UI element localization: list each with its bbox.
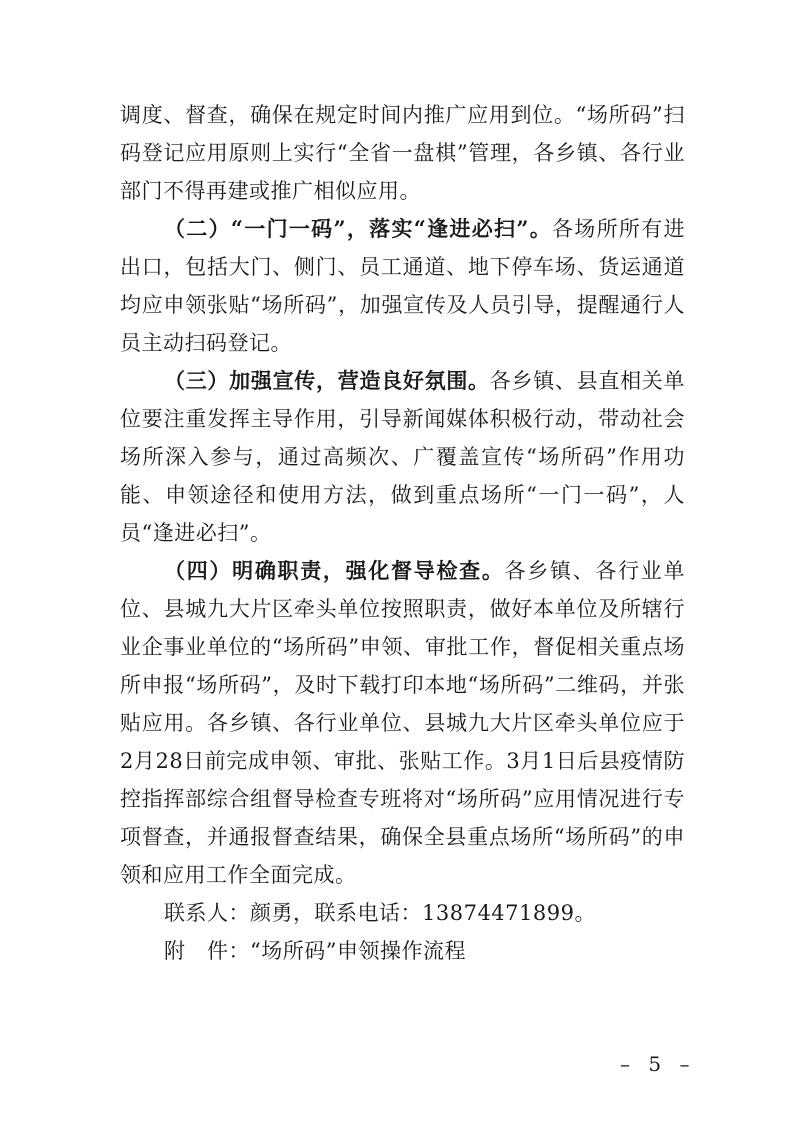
paragraph-2-text: 各场所所有进出口，包括大门、侧门、员工通道、地下停车场、货运通道均应申领张贴“场所码”，加强宣传及人员引导，提醒通行人员主动扫码登记。 bbox=[120, 217, 685, 355]
section-heading-3: （三）加强宣传，营造良好氛围。 bbox=[164, 368, 490, 393]
attachment-line bbox=[120, 932, 685, 970]
paragraph-4-text: 各乡镇、各行业单位、县城九大片区牵头单位按照职责，做好本单位及所辖行业企事业单位的“场所码”申领、审批工作，督促相关重点场所申报“场所码”，及时下载打印本地“场所码”二维码，并张贴应用。各乡镇、各行业单位、县城九大片区牵头单位应于2月28日前完成申领、审批、张贴工作。3月1日后县疫情防控指挥部综合组督导检查专班将对“场所码”应用情况进行专项督查，并通报督查结果，确保全县重点场所“场所码”的申领和应用工作全面完成。 bbox=[120, 559, 686, 887]
section-heading-4: （四）明确职责，强化督导检查。 bbox=[164, 558, 505, 583]
contact-line: 联系人：颜勇，联系电话：13874471899。 bbox=[164, 901, 596, 925]
section-heading-2: （二）“一门一码”，落实“逢进必扫”。 bbox=[164, 216, 552, 241]
attachment-title: “场所码”申领操作流程 bbox=[250, 939, 466, 963]
attachment-label: 附 件： bbox=[164, 939, 250, 963]
paragraph-1 bbox=[120, 96, 685, 210]
paragraph-3-text: 各乡镇、县直相关单位要注重发挥主导作用，引导新闻媒体积极行动，带动社会场所深入参与，通过高频次、广覆盖宣传“场所码”作用功能、申领途径和使用方法，做到重点场所“一门一码”，人员“逢进必扫”。 bbox=[120, 369, 686, 545]
paragraph-3 bbox=[120, 362, 685, 552]
paragraph-4 bbox=[120, 552, 685, 894]
page-number: – 5 – bbox=[620, 1052, 696, 1076]
document-body bbox=[120, 96, 685, 970]
paragraph-2 bbox=[120, 210, 685, 362]
paragraph-1-text: 调度、督查，确保在规定时间内推广应用到位。“场所码”扫码登记应用原则上实行“全省一盘棋”管理，各乡镇、各行业部门不得再建或推广相似应用。 bbox=[120, 103, 685, 203]
